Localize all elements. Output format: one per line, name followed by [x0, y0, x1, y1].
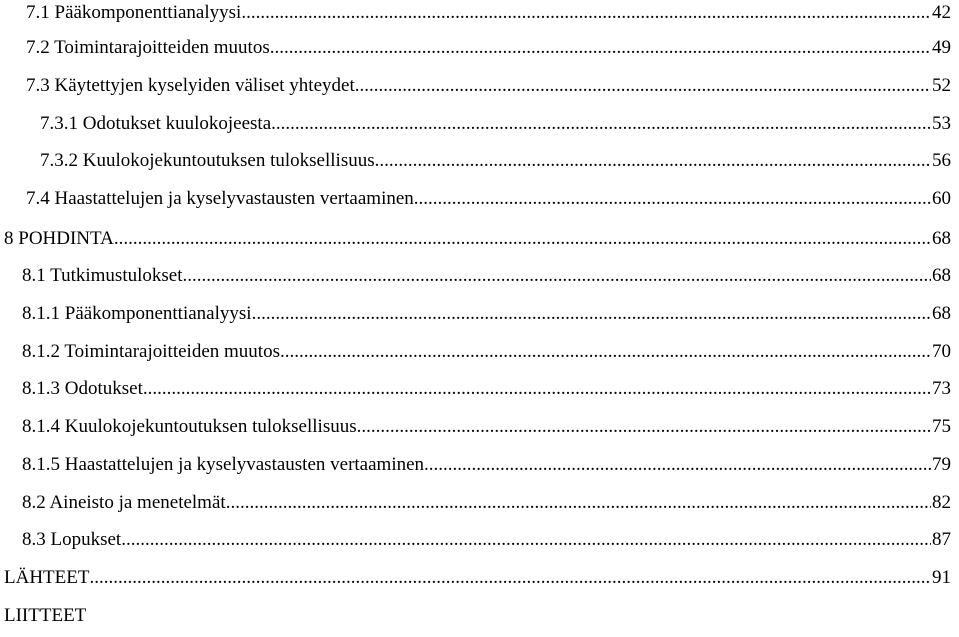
toc-entry-title: 7.2 Toimintarajoitteiden muutos [26, 37, 270, 58]
dot-leader [226, 491, 931, 515]
dot-leader [143, 377, 931, 401]
toc-entry-title: 7.1 Pääkomponenttianalyysi [26, 2, 242, 23]
toc-entry-title: 8.1.3 Odotukset [22, 378, 143, 399]
toc-entry[interactable] [26, 74, 951, 98]
dot-leader [355, 74, 931, 98]
toc-entry-page: 52 [932, 75, 951, 96]
toc-entry-page: 60 [932, 188, 951, 209]
toc-entry-page: 70 [932, 341, 951, 362]
dot-leader [114, 227, 931, 251]
toc-entry-page: 87 [932, 529, 951, 550]
toc-entry-title: 8.3 Lopukset [22, 529, 122, 550]
dot-leader [270, 36, 931, 60]
toc-entry[interactable] [22, 264, 951, 288]
dot-leader [375, 149, 931, 173]
toc-entry-title: LÄHTEET [4, 567, 90, 588]
toc-entry-page: 75 [932, 416, 951, 437]
toc-entry-page: 68 [932, 265, 951, 286]
toc-entry[interactable] [26, 36, 951, 60]
toc-entry-title: 8 POHDINTA [4, 228, 114, 249]
dot-leader [89, 566, 931, 590]
dot-leader [183, 264, 932, 288]
toc-entry-title: 8.2 Aineisto ja menetelmät [22, 492, 226, 513]
toc-entry[interactable] [22, 528, 951, 552]
toc-entry-title: 7.3.2 Kuulokojekuntoutuksen tuloksellisuus [40, 150, 375, 171]
toc-entry-title: 8.1.1 Pääkomponenttianalyysi [22, 303, 252, 324]
toc-entry-page: 56 [932, 150, 951, 171]
dot-leader [252, 302, 931, 326]
toc-entry[interactable] [22, 377, 951, 401]
toc-entry[interactable] [40, 149, 951, 173]
toc-entry[interactable] [22, 340, 951, 364]
dot-leader [241, 1, 931, 25]
toc-entry[interactable] [4, 566, 951, 590]
toc-entry-title: LIITTEET [4, 605, 87, 626]
toc-entry-page: 68 [932, 228, 951, 249]
dot-leader [414, 187, 931, 211]
dot-leader [271, 112, 931, 136]
dot-leader [121, 528, 931, 552]
dot-leader [424, 453, 931, 477]
toc-entry[interactable] [4, 604, 951, 628]
dot-leader [280, 340, 931, 364]
toc-entry-page: 91 [932, 567, 951, 588]
toc-entry-page: 68 [932, 303, 951, 324]
toc-entry[interactable] [26, 1, 951, 25]
toc-entry[interactable] [22, 491, 951, 515]
toc-entry-title: 7.3 Käytettyjen kyselyiden väliset yhteydet [26, 75, 355, 96]
toc-entry-title: 8.1.5 Haastattelujen ja kyselyvastausten vertaaminen [22, 454, 425, 475]
dot-leader [357, 415, 931, 439]
toc-entry-title: 8.1.4 Kuulokojekuntoutuksen tuloksellisuus [22, 416, 357, 437]
toc-entry-page: 53 [932, 113, 951, 134]
toc-entry-title: 7.3.1 Odotukset kuulokojeesta [40, 113, 272, 134]
toc-entry[interactable] [22, 302, 951, 326]
toc-entry[interactable] [22, 415, 951, 439]
toc-entry[interactable] [4, 227, 951, 251]
toc-entry-page: 73 [932, 378, 951, 399]
toc-entry-title: 8.1 Tutkimustulokset [22, 265, 183, 286]
toc-entry-title: 7.4 Haastattelujen ja kyselyvastausten vertaaminen [26, 188, 414, 209]
toc-entry-page: 79 [932, 454, 951, 475]
toc-entry[interactable] [26, 187, 951, 211]
toc-entry-page: 49 [932, 37, 951, 58]
toc-entry-page: 82 [932, 492, 951, 513]
toc-entry[interactable] [40, 112, 951, 136]
toc-entry-title: 8.1.2 Toimintarajoitteiden muutos [22, 341, 280, 362]
toc-entry-page: 42 [932, 2, 951, 23]
toc-entry[interactable] [22, 453, 951, 477]
